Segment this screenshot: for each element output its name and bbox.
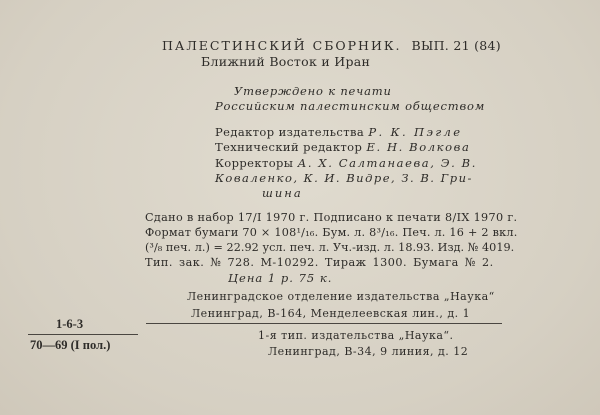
proofreaders-line bbox=[215, 156, 477, 170]
proofreaders-names-1: А. Х. Салтанаева, Э. В. bbox=[297, 156, 477, 170]
code-bottom: 70—69 (I пол.) bbox=[30, 338, 111, 352]
publisher-line-2: Ленинград, В-164, Менделеевская лин., д. 1 bbox=[191, 307, 471, 320]
proofreaders-label: Корректоры bbox=[215, 156, 294, 170]
publisher-line-1: Ленинградское отделение издательства „Наука“ bbox=[187, 290, 495, 303]
print-line-2: Формат бумаги 70 × 108¹/₁₆. Бум. л. 8³/₁₆. Печ. л. 16 + 2 вкл. bbox=[145, 226, 518, 239]
print-line-3: (³/₈ печ. л.) = 22.92 усл. печ. л. Уч.-изд. л. 18.93. Изд. № 4019. bbox=[145, 241, 515, 254]
tech-editor-label: Технический редактор bbox=[215, 140, 363, 154]
editor-label: Редактор издательства bbox=[215, 125, 365, 139]
proofreaders-names-2: Коваленко, К. И. Видре, З. В. Гри- bbox=[215, 171, 473, 185]
print-line-4: Тип. зак. № 728. М-10292. Тираж 1300. Бумага № 2. bbox=[145, 256, 494, 269]
divider-line bbox=[146, 323, 502, 324]
approval-line-2: Российским палестинским обществом bbox=[215, 99, 486, 113]
print-line-1: Сдано в набор 17/I 1970 г. Подписано к печати 8/IX 1970 г. bbox=[145, 211, 518, 224]
printer-line-1: 1-я тип. издательства „Наука“. bbox=[258, 329, 454, 342]
series-title: ПАЛЕСТИНСКИЙ СБОРНИК. ВЫП. 21 (84) bbox=[162, 38, 501, 53]
printer-line-2: Ленинград, В-34, 9 линия, д. 12 bbox=[268, 345, 469, 358]
tech-editor-line bbox=[215, 140, 470, 154]
approval-line-1: Утверждено к печати bbox=[234, 84, 392, 98]
code-divider bbox=[28, 334, 138, 335]
tech-editor-name: Е. Н. Волкова bbox=[366, 140, 471, 154]
book-subtitle: Ближний Восток и Иран bbox=[201, 54, 371, 69]
editor-name: Р. К. Пэгле bbox=[368, 125, 463, 139]
issue-number: ВЫП. 21 (84) bbox=[411, 38, 501, 53]
editor-line bbox=[215, 125, 462, 139]
proofreaders-names-3: шина bbox=[262, 186, 303, 200]
price: Цена 1 р. 75 к. bbox=[228, 271, 333, 285]
code-top: 1-6-3 bbox=[56, 317, 84, 331]
